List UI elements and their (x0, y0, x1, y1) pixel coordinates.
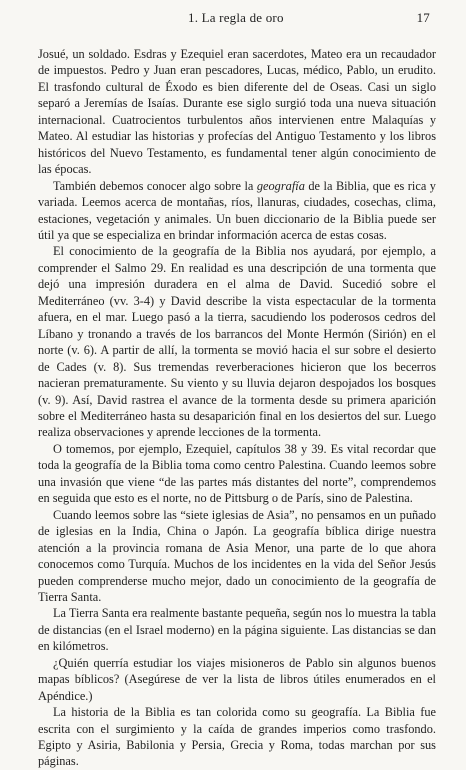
paragraph-7 (38, 655, 436, 704)
paragraph-text: Josué, un soldado. Esdras y Ezequiel eran sacerdotes, Mateo era un recaudador de impuestos. Pedro y Juan eran pescadores, Lucas, médico, Pablo, un erudito. El trasfondo cultural de Éxodo es bien diferente del de Oseas. Casi un siglo separó a Jeremías de Isaías. Durante ese siglo surgió toda una nueva situación internacional. Cuatrocientos turbulentos años intervienen entre Malaquías y Mateo. Al estudiar las historias y profecías del Antiguo Testamento y los libros históricos del Nuevo Testamento, es fundamental tener algún conocimiento de las épocas. (38, 47, 436, 177)
body-text (38, 46, 436, 770)
paragraph-text: La Tierra Santa era realmente bastante pequeña, según nos lo muestra la tabla de distancias (en el Israel moderno) en la página siguiente. Las distancias se dan en kilómetros. (38, 606, 436, 654)
paragraph-text: ¿Quién querría estudiar los viajes misioneros de Pablo sin algunos buenos mapas bíblicos? (Asegúrese de ver la lista de libros útiles enumerados en el Apéndice.) (38, 655, 436, 703)
paragraph-text: O tomemos, por ejemplo, Ezequiel, capítulos 38 y 39. Es vital recordar que toda la geografía de la Biblia toma como centro Palestina. Cuando leemos sobre una invasión que viene “de las partes más distantes del norte”, comprendemos en seguida que esto es el norte, no de Pittsburg o de París, sino de Palestina. (38, 441, 436, 506)
paragraph-text: La historia de la Biblia es tan colorida como su geografía. La Biblia fue escrita con el surgimiento y la caída de grandes imperios como trasfondo. Egipto y Asiria, Babilonia y Persia, Grecia y Roma, todas marchan por sus páginas. (38, 705, 436, 769)
italic-term: geografía (256, 178, 305, 193)
page-header (0, 10, 466, 30)
paragraph-5 (38, 507, 436, 606)
paragraph-2 (38, 178, 436, 244)
paragraph-text: Cuando leemos sobre las “siete iglesias de Asia”, no pensamos en un puñado de iglesias en la India, China o Japón. La geografía bíblica dirige nuestra atención a la provincia romana de Asia Menor, una parte de lo que ahora conocemos como Turquía. Muchos de los incidentes en la vida del Señor Jesús pueden comprenderse mucho mejor, dado un conocimiento de la geografía de Tierra Santa. (38, 507, 436, 604)
page-number: 17 (416, 10, 430, 25)
paragraph-text: El conocimiento de la geografía de la Biblia nos ayudará, por ejemplo, a comprender el Salmo 29. En realidad es una descripción de una tormenta que dejó una impresión duradera en el alma de David. Sucedió sobre el Mediterráneo (vv. 3-4) y David describe la vista espectacular de la tormenta afuera, en el mar. Luego pasó a la tierra, sacudiendo los poderosos cedros del Líbano y tronando a través de los barrancos del Monte Hermón (Sirión) en el norte (v. 6). A partir de allí, la tormenta se movió hacia el sur sobre el desierto de Cades (v. 8). Sus tremendas reverberaciones hicieron que los becerros nacieran prematuramente. Su viento y su lluvia dejaron despojados los bosques (v. 9). Así, David rastrea el avance de la tormenta desde su primera aparición sobre el Mediterráneo hasta su desaparición final en los desiertos del sur. Luego realiza observaciones y aprende lecciones de la tormenta. (38, 244, 436, 440)
paragraph-text: También debemos conocer algo sobre la (53, 178, 257, 193)
paragraph-6 (38, 605, 436, 654)
running-head: 1. La regla de oro (188, 10, 284, 25)
paragraph-3 (38, 243, 436, 440)
paragraph-text: de la Biblia, que es rica y variada. Leemos acerca de montañas, ríos, llanuras, ciudades, cosechas, clima, estaciones, vegetación y animales. Un buen diccionario de la Biblia puede ser útil ya que se especializa en brindar información acerca de estas cosas. (38, 178, 436, 242)
paragraph-4 (38, 441, 436, 507)
paragraph-1 (38, 46, 436, 178)
paragraph-8 (38, 704, 436, 770)
